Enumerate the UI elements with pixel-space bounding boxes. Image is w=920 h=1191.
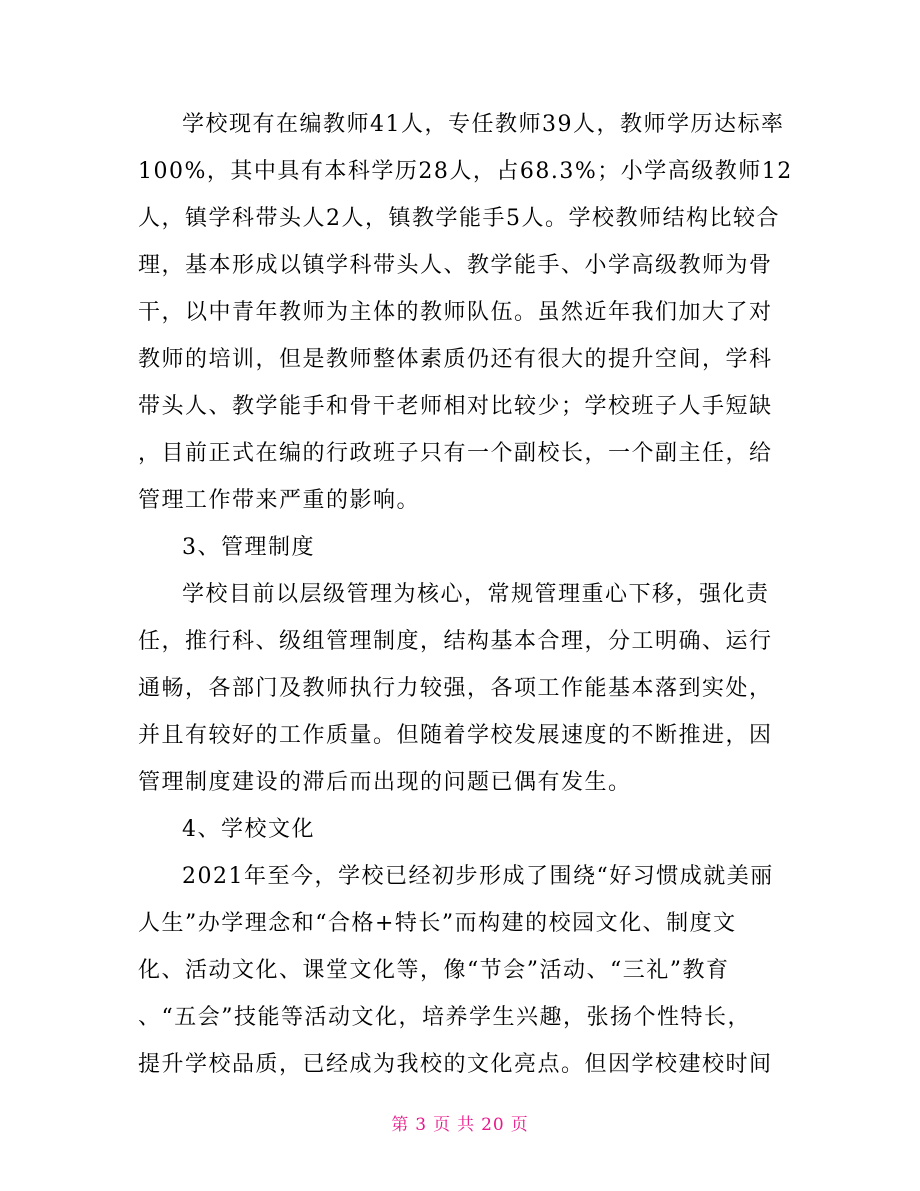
footer-ye: 页 <box>510 1115 529 1135</box>
paragraph-line: ，目前正式在编的行政班子只有一个副校长，一个副主任，给 <box>138 441 773 466</box>
footer-gong: 共 <box>457 1115 476 1135</box>
footer-di: 第 <box>391 1115 410 1135</box>
paragraph-line: 2021年至今，学校已经初步形成了围绕“好习惯成就美丽 <box>182 864 774 889</box>
paragraph-line: 通畅，各部门及教师执行力较强，各项工作能基本落到实处， <box>138 676 773 701</box>
paragraph-line: 学校现有在编教师41人，专任教师39人，教师学历达标率 <box>182 112 785 137</box>
paragraph-line: 任，推行科、级组管理制度，结构基本合理，分工明确、运行 <box>138 629 773 654</box>
paragraph-line: 带头人、教学能手和骨干老师相对比较少；学校班子人手短缺 <box>138 394 773 419</box>
paragraph-line: 人，镇学科带头人2人，镇教学能手5人。学校教师结构比较合 <box>138 206 780 231</box>
footer-ye: 页 <box>433 1115 452 1135</box>
current-page-number: 3 <box>415 1115 428 1135</box>
section-heading: 4、学校文化 <box>182 817 315 842</box>
section-heading: 3、管理制度 <box>182 535 315 560</box>
paragraph-line: 干，以中青年教师为主体的教师队伍。虽然近年我们加大了对 <box>138 300 773 325</box>
paragraph-line: 管理工作带来严重的影响。 <box>138 488 421 513</box>
paragraph-line: 、“五会”技能等活动文化，培养学生兴趣，张扬个性特长， <box>138 1005 751 1030</box>
paragraph-line: 化、活动文化、课堂文化等，像“节会”活动、“三礼”教育 <box>138 958 730 983</box>
paragraph-line: 提升学校品质，已经成为我校的文化亮点。但因学校建校时间 <box>138 1052 773 1077</box>
paragraph-line: 管理制度建设的滞后而出现的问题已偶有发生。 <box>138 770 632 795</box>
paragraph-line: 人生”办学理念和“合格+特长”而构建的校园文化、制度文 <box>138 911 737 936</box>
paragraph-line: 学校目前以层级管理为核心，常规管理重心下移，强化责 <box>182 582 770 607</box>
paragraph-line: 并且有较好的工作质量。但随着学校发展速度的不断推进，因 <box>138 723 773 748</box>
paragraph-line: 教师的培训，但是教师整体素质仍还有很大的提升空间，学科 <box>138 347 773 372</box>
total-page-count: 20 <box>481 1115 505 1135</box>
page-footer <box>0 1113 920 1137</box>
paragraph-line: 100%，其中具有本科学历28人，占68.3%；小学高级教师12 <box>138 159 793 184</box>
paragraph-line: 理，基本形成以镇学科带头人、教学能手、小学高级教师为骨 <box>138 253 773 278</box>
